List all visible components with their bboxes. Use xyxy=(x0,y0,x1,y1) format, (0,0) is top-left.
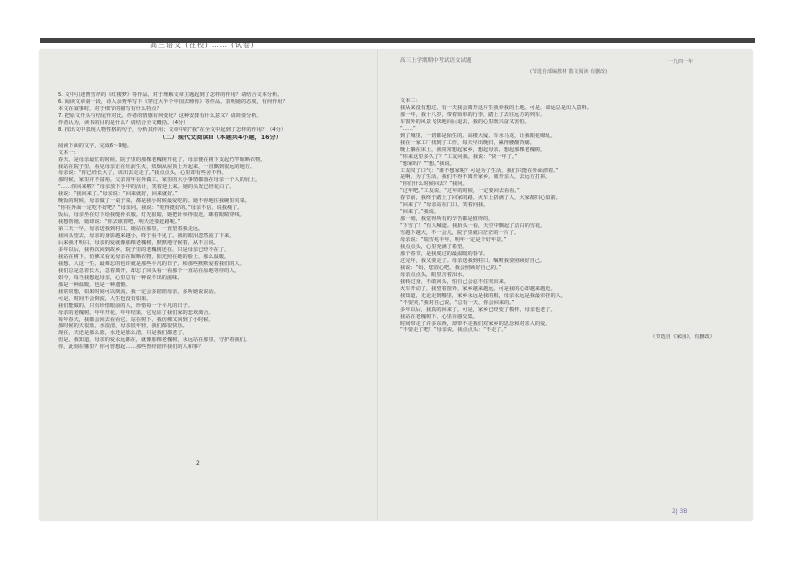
corner-mark: 2J 3B xyxy=(672,508,688,515)
left-column xyxy=(58,92,383,351)
text-line: 我说：“妈，您放心吧，我会照顾好自己的。” xyxy=(400,264,502,271)
text-line: “想家吗？”“想。”我说。 xyxy=(400,160,455,167)
text-line: 雪越下越大，不一会儿，院子里就白茫茫的一片了。 xyxy=(400,230,520,237)
text-line: 我站在老槐树下，心里百感交集。 xyxy=(400,313,478,320)
text-line: 如今，每当我想起母亲，心里总有一种说不出的滋味。 xyxy=(58,274,183,281)
text-line: 那个春节，是我度过的最温暖的春节。 xyxy=(400,250,489,257)
text-line: 可是，时间不会倒流，人生也没有如果。 xyxy=(58,295,152,302)
text-line: “回来了。”我说。 xyxy=(400,209,440,216)
text-line: 我在一家工厂找到了工作，每天早出晚归，累得腰酸背痛。 xyxy=(400,139,535,146)
text-line: 7. 把原文开头与结尾作对比，作者的情感有何变化？这种安排有什么意义？请简要分析。 xyxy=(58,112,262,119)
text-line: 第二天一早，母亲送我到村口。她站在那里，一直望着我走远。 xyxy=(58,226,204,233)
text-line: “……” xyxy=(400,125,416,132)
text-line: 阅读下面的文字，完成6～9题。 xyxy=(58,142,133,149)
text-line: “……你回来啦？”母亲放下手中的活计，笑着迎上来。她的头发已经花白了。 xyxy=(58,184,235,191)
source-signature: （节选自《家园》，有删改） xyxy=(650,334,715,341)
text-line: 工友叹了口气：“谁不想家呢？可是为了生活，我们只能在外面漂着。” xyxy=(400,167,559,174)
text-line: 春节前，我终于踏上了回家的路。火车上挤满了人，大家都归心似箭。 xyxy=(400,195,561,202)
text-line: 母亲点点头，眼里含着泪水。 xyxy=(400,271,468,278)
text-line: 晚上躺在床上，我常常想起家乡，想起母亲，想起那棵老槐树。 xyxy=(400,146,546,153)
text-line: 时间带走了许多东西，却带不走我们对家乡的思念和对亲人的爱。 xyxy=(400,320,551,327)
text-line: “回来了？”母亲站在门口，笑着问我。 xyxy=(400,202,489,209)
text-line: “你在外面一定吃不好吧？”母亲问。我说：“吃得挺好的。”母亲不信，说我瘦了。 xyxy=(58,205,243,212)
text-line: 火车开动了，我望着窗外，家乡越来越远，可是我的心却越来越近。 xyxy=(400,285,556,292)
text-line: 后来我才明白，母亲的爱就像那棵老槐树，默默地守候着，从不言说。 xyxy=(58,240,219,247)
section-heading: （二）现代文阅读II（本题共4小题，16分） xyxy=(159,134,282,141)
text-line: 文本一： xyxy=(58,149,79,156)
text-line: 但是，我知道，母亲的爱永远都在，就像那棵老槐树，永远站在那里，守护着我们。 xyxy=(58,337,250,344)
text-line: 那一年，我十八岁，带着简单的行李，踏上了去往远方的列车。 xyxy=(400,111,546,118)
text-line: 我说：“我回来了。”母亲说：“回来就好，回来就好。” xyxy=(58,191,178,198)
text-line: 我点点头，心里充满了希望。 xyxy=(400,244,468,251)
text-line: 到了城里，一切都是陌生的。高楼大厦，车水马龙，让我眼花缭乱。 xyxy=(400,132,556,139)
text-line: “过年吧。”工友说，“过年的时候，一定要回去看看。” xyxy=(400,188,520,195)
text-line: 我回头望去，母亲的身影越来越小，终于看不见了。我的眼泪忽然流了下来。 xyxy=(58,233,235,240)
text-line: “你来这里多久了？”工友问我。我说：“快一年了。” xyxy=(400,153,518,160)
right-header-year: 一九四一年 xyxy=(668,59,694,65)
text-line: “不要哭，”我对自己说，“总有一天，你会回来的。” xyxy=(400,299,515,306)
text-line: 我从来没有想过，有一天我会离开这片生我养我的土地。可是，命运总是出人意料。 xyxy=(400,104,592,111)
text-line: 我想，人这一生，最难忘的也许就是那些平凡的日子，和那些默默爱着我们的人。 xyxy=(58,260,245,267)
right-column xyxy=(400,98,735,341)
exam-sheet xyxy=(40,50,752,520)
text-line: 那时候，家里并不富裕。父亲常年在外做工，家里的大小事情都落在母亲一个人的肩上。 xyxy=(58,177,261,184)
text-line: 多年以后，我再次回到故乡。院子里的老槐树还在，只是母亲已经不在了。 xyxy=(58,246,230,253)
text-line: 母亲说：“瑞雪兆丰年，明年一定是个好年景。” xyxy=(400,237,507,244)
text-line: 本文在叙事时，对于细节的描写有什么特点？ xyxy=(58,105,162,112)
text-line: 6. 阅读文章第一段，诗人余秀华写下《穿过大半个中国去睡你》等作品，表明她的态度，有何作用？ xyxy=(58,98,288,105)
page-number: 2 xyxy=(196,460,200,467)
text-line: 那时候的天很蓝，水很清，母亲很年轻，我们都很快乐。 xyxy=(58,323,188,330)
text-line: 我想帮她，她却说：“你去歇着吧，明天还要赶路呢。” xyxy=(58,219,181,226)
text-line: “不要走了吧！”母亲说。我点点头：“不走了。” xyxy=(400,327,507,334)
text-line: 我转过身，不敢回头，怕自己会忍不住哭出来。 xyxy=(400,278,509,285)
text-line: 饭后，母亲坐在灯下给我缝补衣服。灯光很暗，她把针举得很近，眯着眼睛穿线。 xyxy=(58,212,245,219)
right-header-subtitle: (节选自部编教材 散文阅读 有删改) xyxy=(530,69,608,75)
text-line: 每年春天，我都会回去看看它。站在树下，我仿佛又回到了小时候。 xyxy=(58,316,214,323)
text-line: 那是一种温暖，也是一种遗憾。 xyxy=(58,281,131,288)
text-line: 我们总是急着长大，急着离开，却忘了回头看一看那个一直站在原地等待的人。 xyxy=(58,267,240,274)
text-line: 我站在树下，仿佛又看见母亲在晾晒衣物，阳光照在她的脸上，那么温暖。 xyxy=(58,253,230,260)
text-line: 5. 文中引述曹雪芹的《红楼梦》等作品，对于理解文章主题起到了怎样的作用？请结合文本分析。 xyxy=(58,92,283,98)
text-line: 母亲的老槐树，年年开花，年年结果，它见证了我们家的悲欢离合。 xyxy=(58,309,214,316)
text-line: 我常常想，如果时间可以倒流，我一定会多陪陪母亲，多听她说说话。 xyxy=(58,288,219,295)
text-line: 文本二： xyxy=(400,98,421,104)
text-line: 8. 找出文中表现人物性格的句子，分析其作用；文章中的“我”在全文中起到了怎样的作用？（4分） xyxy=(58,126,286,133)
text-line: 我站在院子里，看见母亲正在灶前生火，炊烟从屋顶上升起来，一直飘到很远的地方。 xyxy=(58,163,256,170)
text-line: “你们什么时候回去？”我问。 xyxy=(400,181,468,188)
text-line: 是啊，为了生活，我们不得不离开家乡，离开亲人，去远方打拼。 xyxy=(400,174,551,181)
text-line: 车窗外的风景飞快地向后退去，我的心里既兴奋又害怕。 xyxy=(400,118,530,125)
text-line: 你，此刻在哪里？你可曾想起……那些曾经陪伴我们的人和事？ xyxy=(58,344,204,351)
text-line: 母亲说：“你已经长大了，该出去走走了。”我点点头，心里却有些舍不得。 xyxy=(58,170,227,177)
text-line: 春天，是母亲最忙的时候。院子里的那棵老槐树开花了，母亲便在树下支起竹竿晾晒衣物。 xyxy=(58,156,266,163)
text-line: 那一刻，我觉得所有的辛苦都是值得的。 xyxy=(400,216,494,223)
text-line: 现在，天还是那么蓝，水还是那么清，只是我们都老了。 xyxy=(58,330,188,337)
text-line: 我们能做的，只有珍惜眼前的人，珍惜每一个平凡的日子。 xyxy=(58,302,193,309)
text-line: 作者认为，读书的目的是什么？请结合全文概括。（4分） xyxy=(58,119,189,126)
text-line: 晚饭的时候，母亲做了一桌子菜，都是我小时候最爱吃的。她不停地往我碗里夹菜。 xyxy=(58,198,250,205)
page-fold xyxy=(377,50,379,520)
right-header-title: 高三上学期期中考试语文试题 xyxy=(400,58,472,64)
text-line: “下雪了！”有人喊道。我抬头一看，天空中飘起了洁白的雪花。 xyxy=(400,223,546,230)
top-strip-text: 高三语文 (在校) …… (试卷) xyxy=(150,41,255,49)
text-line: 多年以后，我真的回来了。可是，家乡已经变了模样，母亲也老了。 xyxy=(400,306,556,313)
top-edge-strip xyxy=(40,38,755,50)
text-line: 我知道，无论走到哪里，家乡永远是我的根，母亲永远是我最牵挂的人。 xyxy=(400,292,567,299)
text-line: 过完年，我又要走了。母亲送我到村口，嘱咐我要照顾好自己。 xyxy=(400,257,546,264)
